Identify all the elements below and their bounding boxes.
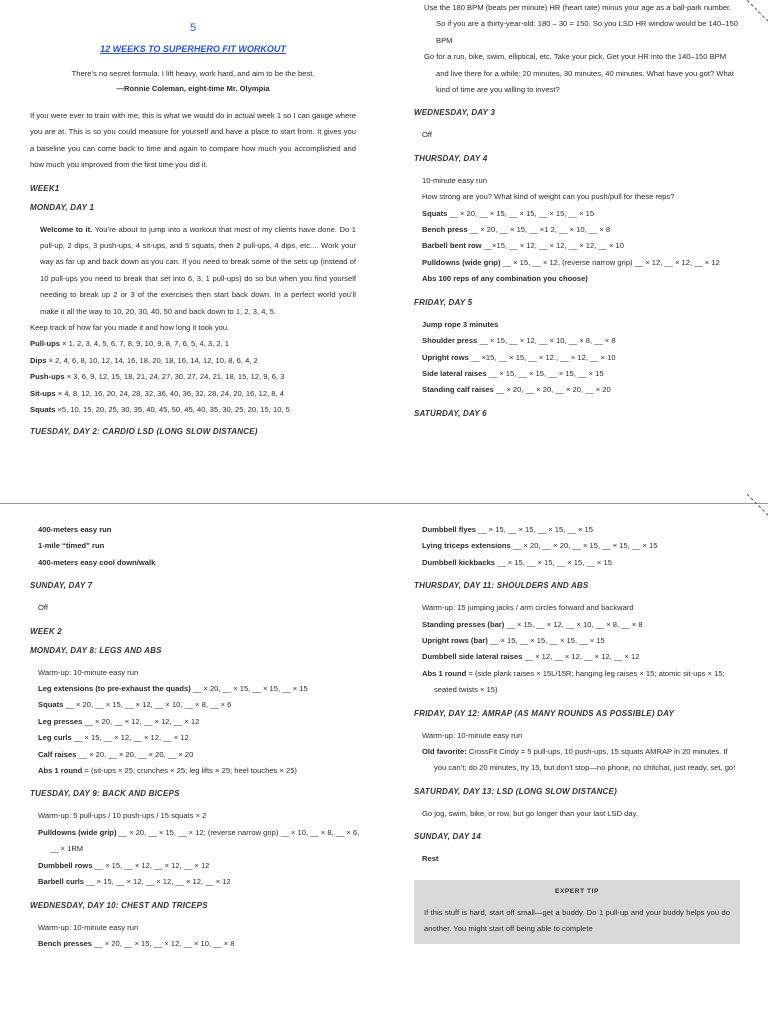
set-label: Dumbbell flyes [422, 525, 477, 534]
day-4-abs: Abs 100 reps of any combination you choose) [422, 274, 588, 284]
set-label: Dips [30, 355, 47, 365]
sunday-day-7-heading: SUNDAY, DAY 7 [30, 581, 93, 591]
day-9-sets-list [30, 825, 360, 891]
friday-day-5-heading: FRIDAY, DAY 5 [414, 297, 473, 307]
set-row [38, 697, 360, 713]
bottom-right-column [414, 522, 740, 944]
thursday-day-4-heading: THURSDAY, DAY 4 [414, 153, 488, 163]
set-reps: __ × 15, __ × 15, __ × 15, __ × 15 [476, 525, 593, 534]
set-row [422, 333, 740, 349]
day-10-sets-list [30, 936, 360, 952]
set-row [422, 633, 740, 649]
day-4-sets-list [414, 206, 740, 272]
wednesday-day-3-heading: WEDNESDAY, DAY 3 [414, 108, 496, 118]
day-13-text: Go jog, swim, bike, or row, but go longer than your last LSD day. [422, 808, 638, 818]
set-reps: × 3, 6, 9, 12, 15, 18, 21, 24, 27, 30, 27, 24, 21, 18, 15, 12, 9, 6, 3 [64, 372, 285, 382]
set-label: Calf raises [38, 749, 77, 759]
set-label: Standing presses (bar) [422, 619, 505, 629]
hr-paragraph: Use the 180 BPM (beats per minute) HR (heart rate) minus your age as a ball-park number. So if you are a thirty-year-old: 180 – 30 = 150. So you LSD HR window would be 140–150 BPM [424, 3, 739, 45]
set-label: Pulldowns (wide grip) [38, 827, 117, 837]
sunday-day-14-heading: SUNDAY, DAY 14 [414, 832, 481, 842]
expert-tip-box [414, 880, 740, 944]
day-9-warmup: Warm-up: 5 pull-ups / 10 push-ups / 15 squats × 2 [38, 811, 207, 821]
day-8-warmup: Warm-up: 10-minute easy run [38, 667, 139, 677]
set-label: Standing calf raises [422, 385, 494, 395]
keep-track-text: Keep track of how far you made it and how long it took you. [30, 323, 230, 333]
set-row [38, 763, 360, 779]
day-6-lines [30, 522, 360, 571]
set-reps: __ × 20, __ × 15, __ × 15, __ × 15, __ × 15 [447, 208, 595, 218]
day-7-off: Off [38, 603, 48, 613]
set-row [422, 555, 740, 571]
set-label: Squats [30, 405, 56, 415]
expert-tip-text: If this stuff is hard, start off small—get a buddy. Do 1 pull-up and your buddy helps you do another. You might start off being able to complete [424, 907, 730, 934]
set-label: Push-ups [30, 372, 65, 382]
set-label: Abs 1 round [38, 766, 83, 776]
set-reps: × 4, 8, 12, 16, 20, 24, 28, 32, 36, 40, 36, 32, 28, 24, 20, 16, 12, 8, 4 [55, 388, 284, 398]
set-reps: __ ×15, __ × 15, __ × 12., __ × 12, __ × 10 [468, 352, 616, 362]
set-row [30, 386, 356, 402]
set-reps: __ × 15, __ × 15, __ × 15, __ × 15 [486, 368, 604, 378]
day-8-sets-list [30, 681, 360, 779]
monday-day-1-heading: MONDAY, DAY 1 [30, 202, 95, 212]
day-10-continued-sets [414, 522, 740, 571]
set-reps: __ × 15, __ × 15, __ × 15, __ × 15 [495, 557, 612, 567]
set-label: Upright rows (bar) [422, 636, 488, 646]
day-6-line: 1-mile “timed” run [38, 541, 105, 551]
set-reps: __ × 20, __ × 20, __ × 15, __ × 15, __ × 15 [510, 541, 658, 551]
set-reps: __ × 20, __ × 20, __ × 20, __ × 20 [493, 385, 611, 395]
set-label: Barbell curls [38, 877, 85, 887]
old-favorite-text: CrossFit Cindy = 5 pull-ups, 10 push-ups, 15 squats AMRAP in 20 minutes. If you can’t; do 20 minutes, try 15, but don’t stop—no phone, no chitchat, just ready, set, go! [434, 747, 736, 773]
day-12-old-favorite [422, 744, 740, 777]
set-row [422, 255, 740, 271]
set-label: Abs 1 round [422, 668, 467, 678]
set-reps: = (side plank raises × 15L/15R; hanging leg raises × 15; atomic sit-ups × 15; seated twists × 15) [434, 668, 725, 695]
set-reps: __ × 15, __ × 12, __ × 10, __ × 8, __ × 8 [504, 619, 643, 629]
day-12-warmup: Warm-up: 10-minute easy run [422, 730, 523, 740]
set-label: Upright rows [422, 352, 469, 362]
set-row [422, 617, 740, 633]
day-10-warmup: Warm-up: 10-minute easy run [38, 922, 139, 932]
set-reps: __ × 15, __ × 12, __ × 12, __ × 12, __ × 12 [84, 877, 231, 887]
top-left-column [30, 0, 356, 446]
set-label: Side lateral raises [422, 368, 487, 378]
set-reps: __ × 20, __ × 15, __ ×1 2, __ × 10, __ × 8 [467, 225, 611, 235]
saturday-day-13-heading: SATURDAY, DAY 13: LSD (LONG SLOW DISTANCE) [414, 786, 617, 796]
set-reps: __ × 20, __ × 12, __ × 12, __ × 12 [82, 716, 200, 726]
set-row [422, 666, 740, 699]
set-reps: __ × 15, __ × 12, __ × 12, __ × 12 [71, 733, 189, 743]
chapter-title: 12 WEEKS TO SUPERHERO FIT WORKOUT [100, 44, 286, 54]
set-reps: __ × 20, __ × 15, __ × 12, __ × 10, __ × 8 [92, 938, 235, 948]
set-reps: __ × 20, __ × 15, __ × 15, __ × 15 [190, 684, 308, 694]
set-label: Pull-ups [30, 339, 60, 349]
set-label: Pulldowns (wide grip) [422, 257, 501, 267]
set-label: Dumbbell rows [38, 860, 93, 870]
set-reps: × 1, 2, 3, 4, 5, 6, 7, 8, 9, 10, 9, 8, 7, 6, 5, 4, 3, 2, 1 [59, 339, 230, 349]
set-row [422, 538, 740, 554]
set-reps: __ × 15, __ × 12, (reverse narrow grip) __ × 12, __ × 12, __ × 12 [500, 257, 720, 267]
set-reps: __ × 20, __ × 20, __ × 20, __ × 20 [76, 749, 194, 759]
set-row [422, 350, 740, 366]
top-right-column [414, 0, 740, 428]
week-1-heading: WEEK1 [30, 183, 60, 193]
set-label: Dumbbell side lateral raises [422, 652, 523, 662]
set-row [422, 649, 740, 665]
set-reps: __ × 12, __ × 12, __ × 12, __ × 12 [522, 652, 640, 662]
thursday-day-11-heading: THURSDAY, DAY 11: SHOULDERS AND ABS [414, 581, 589, 591]
set-label: Lying triceps extensions [422, 541, 511, 551]
set-label: Shoulder press [422, 336, 478, 346]
set-row [38, 681, 360, 697]
set-reps: __ × 15, __ × 12, __ × 10, __ × 8, __ × 8 [477, 336, 616, 346]
set-row [422, 522, 740, 538]
set-row [30, 353, 356, 369]
set-reps: ×5, 10, 15, 20, 25, 30, 35, 40, 45, 50, 45, 40, 35, 30, 25, 20, 15, 10, 5 [55, 405, 290, 415]
set-label: Bench press [422, 225, 468, 235]
friday-day-12-heading: FRIDAY, DAY 12: AMRAP (AS MANY ROUNDS AS POSSIBLE) DAY [414, 708, 675, 718]
set-row [30, 369, 356, 385]
set-label: Bench presses [38, 938, 93, 948]
set-label: Leg presses [38, 716, 83, 726]
set-row [422, 382, 740, 398]
day-14-rest: Rest [422, 854, 439, 864]
day-11-warmup: Warm-up: 15 jumping jacks / arm circles forward and backward [422, 603, 634, 613]
tuesday-day-9-heading: TUESDAY, DAY 9: BACK AND BICEPS [30, 789, 180, 799]
week-2-heading: WEEK 2 [30, 626, 62, 636]
set-row [38, 936, 360, 952]
set-label: Dumbbell kickbacks [422, 557, 496, 567]
monday-day-8-heading: MONDAY, DAY 8: LEGS AND ABS [30, 645, 162, 655]
bottom-page-spread [0, 504, 768, 1024]
set-row [422, 222, 740, 238]
page-number: 5 [189, 22, 197, 34]
day-4-question: How strong are you? What kind of weight can you push/pull for these reps? [422, 192, 675, 202]
welcome-label: Welcome to it. [40, 224, 93, 234]
set-reps: __ × 15, __ × 12, __ × 12, __ × 12 [92, 860, 210, 870]
wednesday-day-10-heading: WEDNESDAY, DAY 10: CHEST AND TRICEPS [30, 900, 208, 910]
day-6-line: 400-meters easy run [38, 525, 112, 534]
set-row [422, 238, 740, 254]
set-label: Leg extensions (to pre-exhaust the quads) [38, 684, 191, 694]
welcome-paragraph [40, 222, 356, 320]
welcome-text: You’re about to jump into a workout that most of my clients have done. Do 1 pull-up, 2 dips, 3 push-ups, 4 sit-ups, and 5 squats, then 2 pull-ups, 4 dips, etc.... Work your way as far up and back down as you can. If you need to break some of the sets up (instead of 10 pull-ups you need to break that set into 6, 3, 1 pull-ups) do so but when you find yourself needing to break up 2 or 3 of the exercises then start back down. In a perfect world you’ll make it all the way to 10, 20, 30, 40, 50 and back down to 1, 2, 3, 4, 5. [40, 224, 356, 316]
set-reps: __ × 20, __ × 15, __ × 12, __ × 10, __ × 8, __ × 6 [63, 700, 232, 710]
day-5-jump-rope: Jump rope 3 minutes [422, 319, 499, 329]
pyramid-sets-list [30, 336, 356, 418]
tuesday-day-2-heading: TUESDAY, DAY 2: CARDIO LSD (LONG SLOW DISTANCE) [30, 426, 258, 436]
epigraph-author: —Ronnie Coleman, eight-time Mr. Olympia [116, 84, 270, 93]
set-label: Leg curls [38, 733, 72, 743]
day-4-run: 10-minute easy run [422, 175, 488, 185]
set-reps: __ × 20, __ × 15, __ × 12; (reverse narrow grip) __ × 10, __ × 8, __ × 6, __ × 1RM [50, 827, 360, 854]
set-row [422, 206, 740, 222]
set-label: Barbell bent row [422, 241, 482, 251]
day-5-sets-list [414, 333, 740, 399]
day-11-sets-list [414, 617, 740, 699]
old-favorite-label: Old favorite: [422, 747, 467, 757]
set-row [30, 336, 356, 352]
set-row [30, 402, 356, 418]
set-label: Squats [38, 700, 64, 710]
set-reps: __×15, __ × 12, __ × 12, __ × 12, __ × 10 [481, 241, 625, 251]
set-row [38, 730, 360, 746]
set-label: Squats [422, 208, 448, 218]
set-row [422, 366, 740, 382]
set-reps: × 2, 4, 6, 8, 10, 12, 14, 16, 18, 20, 18, 16, 14, 12, 10, 8, 6, 4, 2 [46, 355, 258, 365]
set-row [38, 874, 360, 890]
set-row [38, 858, 360, 874]
run-paragraph: Go for a run, bike, swim, elliptical, etc. Take your pick. Get your HR into the 140–150 BPM and live there for a while: 20 minutes, 30 minutes, 40 minutes. What have you got? What kind of time are you willing to invest? [424, 52, 735, 95]
day-3-off: Off [422, 130, 432, 140]
expert-tip-title: EXPERT TIP [555, 887, 599, 895]
intro-paragraph: If you were ever to train with me, this is what we would do in actual week 1 so I can gauge where you are at. This is so you could measure for yourself and have a place to start from. It gives you a baseline you can come back to time and again to compare how much you accomplished and how much you improved from the first time you did it. [30, 111, 356, 170]
top-page-spread [0, 0, 768, 504]
day-6-line: 400-meters easy cool down/walk [38, 557, 156, 567]
set-label: Sit-ups [30, 388, 56, 398]
set-row [38, 747, 360, 763]
set-row [38, 714, 360, 730]
saturday-day-6-heading: SATURDAY, DAY 6 [414, 408, 487, 418]
set-reps: __ × 15, __ × 15, __ × 15, __ × 15 [487, 636, 605, 646]
epigraph-quote: There’s no secret formula. I lift heavy, work hard, and aim to be the best. [71, 69, 315, 78]
set-row [38, 825, 360, 858]
set-reps: = (sit-ups × 25; crunches × 25; leg lifts × 25; heel touches × 25) [82, 766, 297, 776]
bottom-left-column [30, 522, 360, 952]
